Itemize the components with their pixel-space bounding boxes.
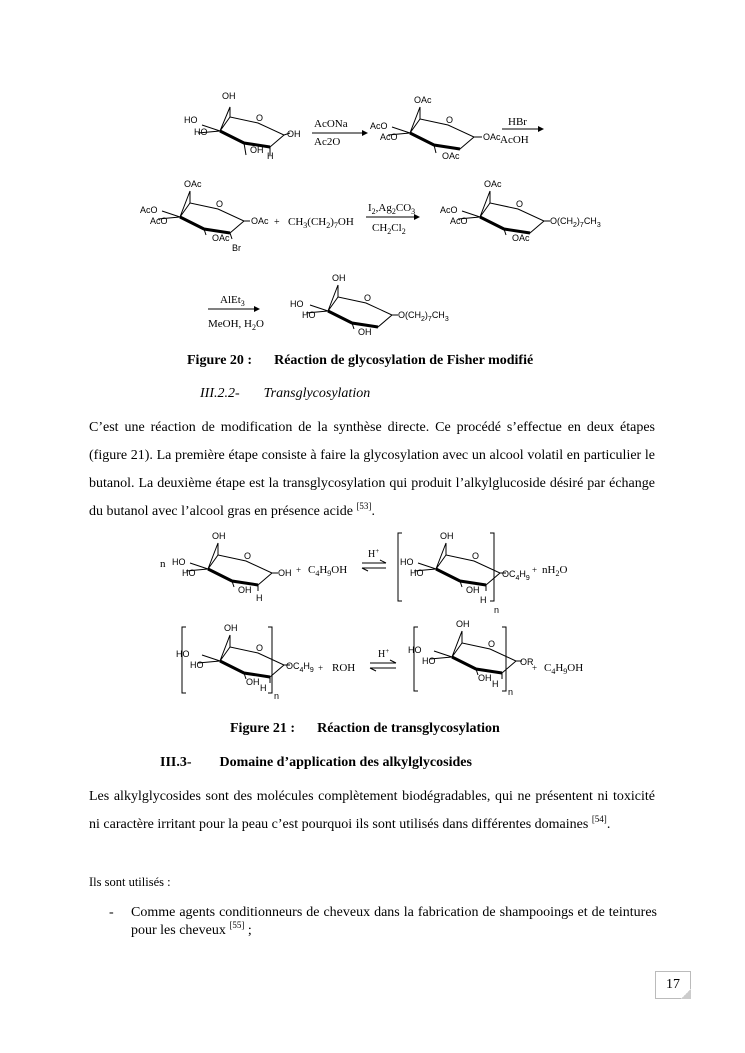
aco-label: AcO xyxy=(440,205,458,215)
oh-label: OH xyxy=(440,531,454,541)
ho-label: HO xyxy=(194,127,208,137)
oac-label: OAc xyxy=(212,233,230,243)
plus-sign: + xyxy=(532,663,538,673)
ho-label: HO xyxy=(176,649,190,659)
plus-sign: + xyxy=(274,217,280,228)
oh-label: OH xyxy=(246,677,260,687)
anomeric-label: $OC_4H_9$ xyxy=(286,661,314,674)
oh-label: OH xyxy=(224,623,238,633)
list-item: - Comme agents conditionneurs de cheveux dans la fabrication de shampooings et de teintures pour les cheveux [55] ; xyxy=(109,905,657,938)
reagent-label: $I_2,Ag_2CO_3$ xyxy=(368,202,416,216)
ho-label: HO xyxy=(184,115,198,125)
oh-label: OH xyxy=(466,585,480,595)
anomeric-label: OH xyxy=(278,568,292,578)
oh-label: OH xyxy=(332,273,346,283)
h-label: H xyxy=(492,679,499,689)
figure-20-caption xyxy=(187,353,533,369)
anomeric-label: $O(CH_2)_7CH_3$ xyxy=(398,310,449,323)
aco-label: AcO xyxy=(370,121,388,131)
uses-list xyxy=(89,904,657,940)
catalyst-label: H+ xyxy=(368,547,380,560)
h-label: H xyxy=(256,593,263,603)
figure-21-svg xyxy=(150,525,600,705)
oac-label: OAc xyxy=(184,179,202,189)
paragraph-text: Les alkylglycosides sont des molécules complètement biodégradables, qui ne présentent ni toxicité ni caractère irritant pour la peau c’est pourquoi ils sont utilisés dans différentes domaines xyxy=(89,789,655,832)
alkyl-glucoside-structure xyxy=(408,619,534,697)
caption-label: Figure 21 : xyxy=(230,721,296,736)
butyl-glucoside-structure xyxy=(176,623,314,701)
oh-label: OH xyxy=(250,145,264,155)
ho-label: HO xyxy=(400,557,414,567)
section-heading xyxy=(200,386,370,402)
butanol-label: $C_4H_9OH$ xyxy=(544,662,584,676)
reagent-label: $CH_2Cl_2$ xyxy=(372,222,406,236)
figure-21-caption xyxy=(230,721,500,737)
ring-oxygen-label: O xyxy=(446,115,454,125)
reagent-label: AcONa xyxy=(314,118,348,130)
br-label: Br xyxy=(232,243,241,253)
section-title: Transglycosylation xyxy=(263,386,371,401)
butyl-glucoside-structure xyxy=(400,531,530,615)
caption-label: Figure 20 : xyxy=(187,353,253,368)
oac-label: OAc xyxy=(512,233,530,243)
ho-label: HO xyxy=(302,310,316,320)
figure-21-scheme xyxy=(150,525,600,705)
uses-intro: Ils sont utilisés : xyxy=(89,875,171,889)
oh-label: OH xyxy=(238,585,252,595)
aco-label: AcO xyxy=(140,205,158,215)
aco-label: AcO xyxy=(150,216,168,226)
equilibrium-arrow xyxy=(370,647,396,671)
anomeric-label: $OC_4H_9$ xyxy=(502,569,530,582)
glucose-structure xyxy=(172,531,292,603)
ho-label: HO xyxy=(410,568,424,578)
catalyst-label: H+ xyxy=(378,647,390,660)
repeat-n: n xyxy=(494,605,500,615)
anomeric-label: OH xyxy=(287,129,301,139)
oh-label: OH xyxy=(478,673,492,683)
stoichiometry-n: n xyxy=(160,558,166,570)
repeat-n: n xyxy=(508,687,514,697)
plus-sign: + xyxy=(532,565,538,575)
ho-label: HO xyxy=(408,645,422,655)
h-label: H xyxy=(267,151,274,161)
section-heading xyxy=(160,755,472,771)
oh-label: OH xyxy=(358,327,372,337)
reaction-arrow xyxy=(500,116,544,146)
section-number: III.2.2- xyxy=(200,386,240,401)
glucose-structure xyxy=(184,91,301,161)
reaction-arrow xyxy=(366,202,420,236)
paragraph-text: C’est une réaction de modification de la synthèse directe. Ce procédé s’effectue en deux étapes (figure 21). La première étape consiste à faire la glycosylation avec un alcool volatil en particulier le butanol. La deuxième étape est la transglycosylation qui produit l’alkylglucoside désiré par échange du butanol avec l’alcool gras en présence acide xyxy=(89,420,655,519)
ring-oxygen-label: O xyxy=(364,293,372,303)
bromide-structure xyxy=(140,179,269,253)
reaction-arrow xyxy=(208,294,264,332)
caption-text: Réaction de transglycosylation xyxy=(317,721,500,736)
section-title: Domaine d’application des alkylglycosides xyxy=(219,755,472,770)
ho-label: HO xyxy=(172,557,186,567)
repeat-n: n xyxy=(274,691,280,701)
reagent-label: AlEt$_3$ xyxy=(220,294,245,308)
citation: [54] xyxy=(591,814,607,824)
oac-label: OAc xyxy=(484,179,502,189)
ho-label: HO xyxy=(182,568,196,578)
octyl-acetate-structure xyxy=(440,179,601,243)
plus-sign: + xyxy=(296,565,302,575)
list-item-text: Comme agents conditionneurs de cheveux dans la fabrication de shampooings et de teintures pour les cheveux xyxy=(131,905,657,938)
ho-label: HO xyxy=(290,299,304,309)
oh-label: OH xyxy=(456,619,470,629)
acetate-structure xyxy=(370,95,501,161)
h-label: H xyxy=(480,595,487,605)
butanol-label: $C_4H_9OH$ xyxy=(308,564,348,578)
page-fold xyxy=(681,989,691,999)
paragraph: Les alkylglycosides sont des molécules complètement biodégradables, qui ne présentent ni toxicité ni caractère irritant pour la peau c’est pourquoi ils sont utilisés dans différentes domaines [54]. xyxy=(89,789,655,832)
anomeric-label: OAc xyxy=(483,132,501,142)
ring-oxygen-label: O xyxy=(256,643,264,653)
reagent-label: AcOH xyxy=(500,134,529,146)
oh-label: OH xyxy=(222,91,236,101)
ring-oxygen-label: O xyxy=(488,639,496,649)
citation: [55] xyxy=(229,920,245,930)
ring-oxygen-label: O xyxy=(244,551,252,561)
octyl-glucoside-structure xyxy=(290,273,449,337)
water-label: $nH_2O$ xyxy=(542,564,568,578)
fatty-alcohol-label: ROH xyxy=(332,662,356,674)
paragraph: C’est une réaction de modification de la synthèse directe. Ce procédé s’effectue en deux étapes (figure 21). La première étape consiste à faire la glycosylation avec un alcool volatil en particulier le butanol. La deuxième étape est la transglycosylation qui produit l’alkylglucoside désiré par échange du butanol avec l’alcool gras en présence acide [53]. xyxy=(89,420,655,519)
figure-20-svg xyxy=(130,85,610,345)
reagent-label: Ac2O xyxy=(314,136,341,148)
aco-label: AcO xyxy=(380,132,398,142)
ho-label: HO xyxy=(422,656,436,666)
oh-label: OH xyxy=(212,531,226,541)
reagent-label: MeOH, $H_2O$ xyxy=(208,318,264,332)
anomeric-label: OAc xyxy=(251,216,269,226)
figure-20-scheme xyxy=(130,85,610,345)
oac-label: OAc xyxy=(414,95,432,105)
oac-label: OAc xyxy=(442,151,460,161)
ho-label: HO xyxy=(190,660,204,670)
page-number: 17 xyxy=(655,971,691,999)
citation: [53] xyxy=(356,501,372,511)
ring-oxygen-label: O xyxy=(216,199,224,209)
aco-label: AcO xyxy=(450,216,468,226)
reaction-arrow xyxy=(312,118,368,148)
ring-oxygen-label: O xyxy=(256,113,264,123)
h-label: H xyxy=(260,683,267,693)
section-number: III.3- xyxy=(160,755,192,770)
octanol-label: $CH_3(CH_2)_7OH$ xyxy=(288,216,354,230)
anomeric-label: OR xyxy=(520,657,534,667)
reagent-label: HBr xyxy=(508,116,527,128)
ring-oxygen-label: O xyxy=(472,551,480,561)
plus-sign: + xyxy=(318,663,324,673)
caption-text: Réaction de glycosylation de Fisher modifié xyxy=(274,353,534,368)
equilibrium-arrow xyxy=(362,547,386,571)
anomeric-label: $O(CH_2)_7CH_3$ xyxy=(550,216,601,229)
ring-oxygen-label: O xyxy=(516,199,524,209)
